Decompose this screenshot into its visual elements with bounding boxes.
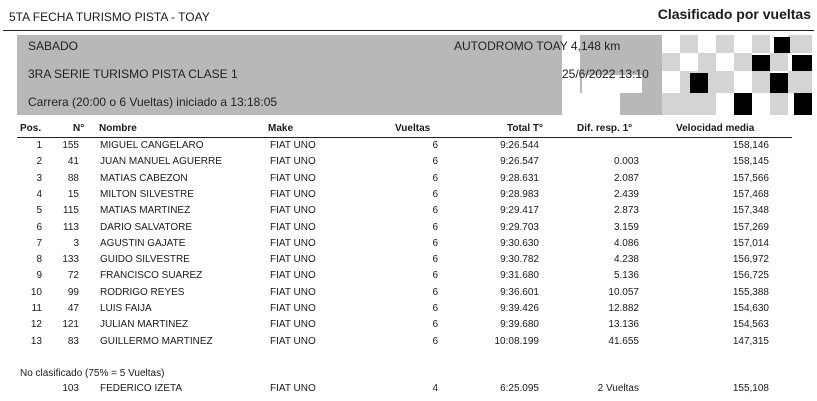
result-laps: 6: [432, 335, 438, 347]
banner-race-info: Carrera (20:00 o 6 Vueltas) iniciado a 13:18:05: [28, 95, 278, 109]
result-driver: RODRIGO REYES: [100, 286, 185, 298]
result-diff: 10.057: [608, 286, 639, 298]
result-number: 99: [67, 286, 79, 298]
result-diff: 2.439: [613, 188, 639, 200]
result-avg-speed: 157,566: [732, 172, 769, 184]
report-title: Clasificado por vueltas: [657, 6, 811, 22]
result-pos: 13: [30, 335, 42, 347]
result-laps: 4: [432, 383, 438, 394]
result-avg-speed: 154,563: [732, 319, 769, 331]
result-total-time: 9:29.703: [500, 221, 539, 233]
table-row: [0, 336, 817, 352]
result-make: FIAT UNO: [270, 188, 316, 200]
result-total-time: 9:26.544: [500, 140, 539, 151]
race-banner: [17, 35, 812, 115]
result-pos: 12: [30, 319, 42, 331]
result-make: FIAT UNO: [270, 205, 316, 217]
result-laps: 6: [432, 286, 438, 298]
result-pos: 2: [36, 156, 42, 168]
result-avg-speed: 155,388: [732, 286, 769, 298]
result-laps: 6: [432, 156, 438, 168]
header-diff: Dif. resp. 1°: [577, 123, 633, 134]
result-laps: 6: [432, 172, 438, 184]
result-make: FIAT UNO: [270, 270, 316, 282]
table-row: [0, 156, 817, 172]
result-make: FIAT UNO: [270, 254, 316, 266]
result-driver: FEDERICO IZETA: [100, 383, 183, 394]
table-row: [0, 270, 817, 286]
result-number: 155: [62, 140, 79, 151]
result-number: 103: [62, 383, 79, 394]
result-make: FIAT UNO: [270, 140, 316, 151]
result-laps: 6: [432, 140, 438, 151]
result-diff: 41.655: [608, 335, 639, 347]
result-laps: 6: [432, 188, 438, 200]
result-avg-speed: 157,014: [732, 237, 769, 249]
result-total-time: 9:30.782: [500, 254, 539, 266]
result-total-time: 9:29.417: [500, 205, 539, 217]
header-avg-speed: Velocidad media: [676, 123, 755, 134]
result-total-time: 9:30.630: [500, 237, 539, 249]
result-number: 15: [67, 188, 79, 200]
result-driver: FRANCISCO SUAREZ: [100, 270, 203, 282]
table-row: [0, 383, 817, 399]
result-number: 41: [67, 156, 79, 168]
result-driver: AGUSTIN GAJATE: [100, 237, 186, 249]
result-driver: GUIDO SILVESTRE: [100, 254, 190, 266]
result-pos: 8: [36, 254, 42, 266]
header-name: Nombre: [99, 123, 137, 134]
banner-day: SABADO: [28, 39, 79, 53]
result-avg-speed: 158,145: [732, 156, 769, 168]
result-number: 133: [62, 254, 79, 266]
result-pos: 4: [36, 188, 42, 200]
result-total-time: 9:28.631: [500, 172, 539, 184]
result-total-time: 9:28.983: [500, 188, 539, 200]
table-row: [0, 140, 817, 156]
result-pos: 1: [36, 140, 42, 151]
result-driver: MATIAS MARTINEZ: [100, 205, 191, 217]
banner-datetime: 25/6/2022 13:10: [562, 67, 649, 81]
table-row: [0, 287, 817, 303]
result-number: 115: [63, 205, 79, 217]
header-pos: Pos.: [20, 123, 42, 134]
result-avg-speed: 155,108: [732, 383, 769, 394]
header-make: Make: [268, 123, 294, 134]
result-make: FIAT UNO: [270, 303, 316, 314]
result-diff: 3.159: [613, 221, 639, 233]
table-row: [0, 222, 817, 238]
result-diff: 5.136: [613, 270, 639, 282]
result-make: FIAT UNO: [270, 221, 316, 233]
result-avg-speed: 156,972: [732, 254, 769, 266]
result-make: FIAT UNO: [270, 335, 316, 347]
header-number: N°: [73, 123, 85, 134]
header-laps: Vueltas: [395, 123, 431, 134]
result-driver: DARIO SALVATORE: [100, 221, 193, 233]
result-total-time: 9:26.547: [500, 156, 539, 168]
result-total-time: 9:39.426: [500, 303, 539, 314]
result-avg-speed: 158,146: [732, 140, 769, 151]
result-diff: 4.238: [613, 254, 639, 266]
result-diff: 12.882: [608, 303, 639, 314]
table-row: [0, 303, 817, 319]
result-total-time: 6:25.095: [500, 383, 539, 394]
result-laps: 6: [432, 319, 438, 331]
result-driver: GUILLERMO MARTINEZ: [100, 335, 213, 347]
table-row: [0, 173, 817, 189]
result-make: FIAT UNO: [270, 156, 316, 168]
table-row: [0, 189, 817, 205]
result-number: 113: [63, 221, 79, 233]
result-number: 47: [67, 303, 79, 314]
result-driver: MIGUEL CANGELARO: [100, 140, 204, 151]
result-driver: JULIAN MARTINEZ: [100, 319, 189, 331]
result-make: FIAT UNO: [270, 237, 316, 249]
title-divider: [3, 30, 814, 31]
result-pos: 5: [36, 205, 42, 217]
result-driver: MILTON SILVESTRE: [100, 188, 194, 200]
result-pos: 7: [36, 237, 42, 249]
result-total-time: 9:31.680: [500, 270, 539, 282]
result-pos: 9: [36, 270, 42, 282]
result-driver: MATIAS CABEZON: [100, 172, 188, 184]
result-pos: 11: [31, 303, 42, 314]
result-diff: 4.086: [613, 237, 639, 249]
result-laps: 6: [432, 254, 438, 266]
header-total-time: Total T°: [507, 123, 544, 134]
result-avg-speed: 157,348: [732, 205, 769, 217]
result-laps: 6: [432, 237, 438, 249]
result-make: FIAT UNO: [270, 319, 316, 331]
result-diff: 0.003: [613, 156, 639, 168]
result-number: 3: [73, 237, 79, 249]
result-diff: 13.136: [608, 319, 639, 331]
table-row: [0, 319, 817, 335]
result-diff: 2.873: [613, 205, 639, 217]
result-make: FIAT UNO: [270, 383, 316, 394]
result-make: FIAT UNO: [270, 286, 316, 298]
result-diff: 2.087: [613, 172, 639, 184]
result-pos: 10: [30, 286, 42, 298]
result-laps: 6: [432, 205, 438, 217]
table-row: [0, 254, 817, 270]
result-pos: 3: [36, 172, 42, 184]
table-row: [0, 205, 817, 221]
result-total-time: 9:36.601: [500, 286, 539, 298]
result-avg-speed: 157,269: [732, 221, 769, 233]
result-driver: JUAN MANUEL AGUERRE: [100, 156, 222, 168]
result-laps: 6: [432, 221, 438, 233]
result-pos: 6: [36, 221, 42, 233]
result-laps: 6: [432, 270, 438, 282]
result-number: 88: [67, 172, 79, 184]
result-avg-speed: 154,630: [732, 303, 769, 314]
result-total-time: 10:08.199: [494, 335, 539, 347]
result-avg-speed: 147,315: [732, 335, 769, 347]
result-avg-speed: 156,725: [732, 270, 769, 282]
result-number: 72: [67, 270, 79, 282]
result-number: 83: [67, 335, 79, 347]
banner-circuit: AUTODROMO TOAY 4,148 km: [454, 39, 621, 53]
event-title: 5TA FECHA TURISMO PISTA - TOAY: [9, 10, 210, 24]
result-driver: LUIS FAIJA: [100, 303, 152, 314]
not-classified-label: No clasificado (75% = 5 Vueltas): [20, 368, 165, 379]
result-avg-speed: 157,468: [732, 188, 769, 200]
result-number: 121: [62, 319, 79, 331]
result-total-time: 9:39.680: [500, 319, 539, 331]
table-row: [0, 238, 817, 254]
header-divider: [17, 137, 792, 138]
result-laps: 6: [432, 303, 438, 314]
result-diff: 2 Vueltas: [597, 383, 639, 394]
result-make: FIAT UNO: [270, 172, 316, 184]
banner-series: 3RA SERIE TURISMO PISTA CLASE 1: [28, 67, 238, 81]
